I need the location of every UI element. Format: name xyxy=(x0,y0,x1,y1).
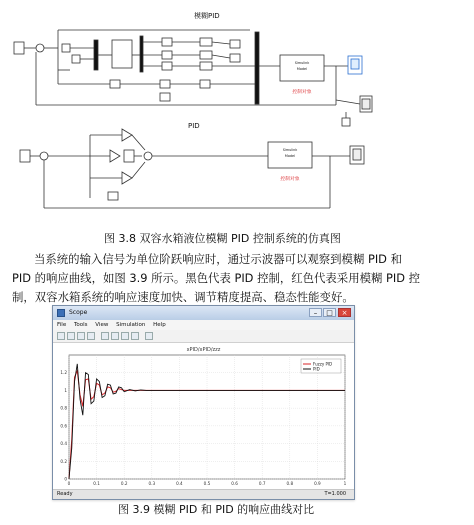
demux-block xyxy=(140,36,143,72)
fuzzy-controller-block xyxy=(112,40,132,68)
body-line-3: 制，双容水箱系统的响应速度加快、调节精度提高、稳态性能变好。 xyxy=(12,290,354,304)
sum-bar-block xyxy=(255,32,259,104)
x-tick-label: 0.1 xyxy=(93,481,100,486)
x-tick-label: 0.6 xyxy=(231,481,238,486)
scope-window-title: Scope xyxy=(69,309,88,316)
y-tick-label: 1.2 xyxy=(60,370,67,376)
y-tick-label: 0.8 xyxy=(60,405,67,411)
autoscale-icon[interactable] xyxy=(131,332,139,340)
maximize-icon[interactable]: □ xyxy=(323,308,336,317)
diagram-title-pid: PID xyxy=(188,122,200,130)
scope-app-icon xyxy=(57,309,65,317)
x-tick-label: 0.5 xyxy=(203,481,211,486)
response-chart xyxy=(53,343,354,490)
x-tick-label: 0.4 xyxy=(176,481,183,486)
menu-file[interactable]: File xyxy=(57,322,67,328)
body-line-2: PID 的响应曲线，如图 3.9 所示。黑色代表 PID 控制，红色代表采用模糊 PID 控 xyxy=(12,271,421,285)
body-line-1: 当系统的输入信号为单位阶跃响应时，通过示波器可以观察到模糊 PID 和 xyxy=(34,252,402,266)
zoom-in-icon[interactable] xyxy=(101,332,109,340)
x-tick-label: 0.7 xyxy=(258,481,266,486)
x-tick-label: 0 xyxy=(67,481,71,486)
scope-toolbar xyxy=(53,330,354,343)
step-icon[interactable] xyxy=(77,332,85,340)
menu-view[interactable]: View xyxy=(95,322,109,328)
plant-label-bottom-line2: Model xyxy=(284,154,296,158)
plant-label-top-line1: Simulink xyxy=(294,61,310,65)
scope-window xyxy=(52,305,355,500)
menu-help[interactable]: Help xyxy=(153,322,166,328)
time-readout: T=1.000 xyxy=(324,491,346,497)
zoom-y-icon[interactable] xyxy=(121,332,129,340)
body-paragraph xyxy=(12,250,464,307)
x-tick-label: 0.9 xyxy=(314,481,321,486)
minimize-icon[interactable]: – xyxy=(309,308,322,317)
y-tick-label: 0.2 xyxy=(60,458,67,464)
simulink-diagram xyxy=(0,0,474,228)
plant-label-top-line2: Model xyxy=(296,67,308,71)
status-text: Ready xyxy=(57,491,73,497)
settings-icon[interactable] xyxy=(57,332,65,340)
diagram-title-fuzzy: 模糊PID xyxy=(194,12,220,20)
plant-caption-top: 控制对象 xyxy=(292,90,312,95)
scope-menubar xyxy=(53,320,354,330)
menu-tools[interactable]: Tools xyxy=(73,322,88,328)
scope-titlebar xyxy=(53,306,354,320)
y-tick-label: 1 xyxy=(64,387,67,393)
figure-3-9-caption: 图 3.9 模糊 PID 和 PID 的响应曲线对比 xyxy=(118,503,315,516)
step-block xyxy=(14,42,24,54)
play-icon[interactable] xyxy=(67,332,75,340)
scope-plot-area xyxy=(53,343,354,490)
cursor-icon[interactable] xyxy=(145,332,153,340)
stop-icon[interactable] xyxy=(87,332,95,340)
mux-block xyxy=(94,40,98,70)
x-tick-label: 0.3 xyxy=(148,481,156,486)
sum-block xyxy=(36,44,44,52)
y-tick-label: 0.4 xyxy=(60,441,67,447)
y-tick-label: 0 xyxy=(64,476,67,482)
x-tick-label: 0.8 xyxy=(286,481,294,486)
zoom-x-icon[interactable] xyxy=(111,332,119,340)
scope-statusbar xyxy=(53,489,354,499)
figure-3-8-caption: 图 3.8 双容水箱液位模糊 PID 控制系统的仿真图 xyxy=(104,232,341,245)
plant-caption-bottom: 控制对象 xyxy=(280,177,300,182)
x-tick-label: 1 xyxy=(343,481,347,486)
chart-title: xPID/xPID/zzz xyxy=(186,347,221,353)
menu-simulation[interactable]: Simulation xyxy=(116,322,146,328)
plant-label-bottom-line1: Simulink xyxy=(282,148,298,152)
legend-label: Fuzzy PID xyxy=(313,361,333,367)
y-tick-label: 0.6 xyxy=(60,423,67,429)
legend-label: PID xyxy=(313,366,320,372)
x-tick-label: 0.2 xyxy=(120,481,128,486)
close-icon[interactable]: × xyxy=(338,308,351,317)
